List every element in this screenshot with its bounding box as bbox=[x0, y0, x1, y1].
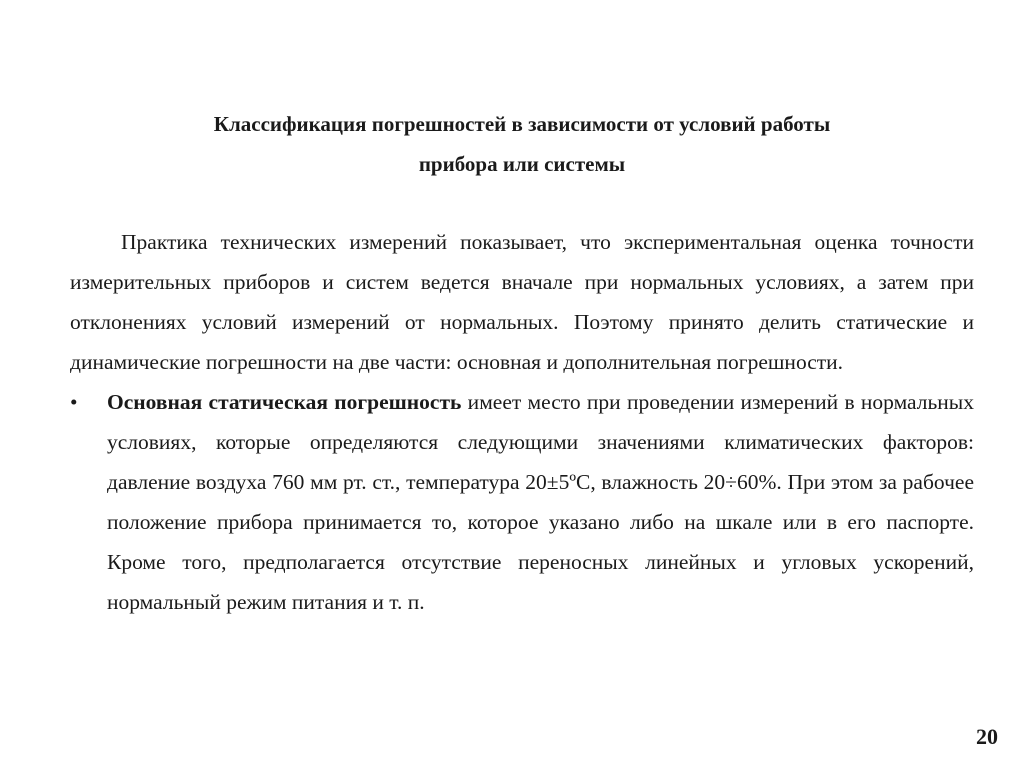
page-number: 20 bbox=[976, 724, 998, 749]
title-line-1: Классификация погрешностей в зависимости от условий работы bbox=[213, 112, 831, 136]
intro-paragraph: Практика технических измерений показывает, что экспериментальная оценка точности измерительных приборов и систем ведется вначале при нормальных условиях, а затем при отклонениях условий измерений от нормальных. Поэтому принято делить статические и динамические погрешности на две части: основная и дополнительная погрешности. bbox=[70, 230, 974, 374]
body-text bbox=[70, 222, 974, 622]
bullet-marker: • bbox=[70, 390, 78, 414]
page-title bbox=[70, 104, 974, 184]
bullet-term: Основная статическая погрешность bbox=[107, 390, 462, 414]
bullet-text: имеет место при проведении измерений в нормальных условиях, которые определяются следующими значениями климатических факторов: давление воздуха 760 мм рт. ст., температура 20±5ºС, влажность 20÷60%. При этом за рабочее положение прибора принимается то, которое указано либо на шкале или в его паспорте. Кроме того, предполагается отсутствие переносных линейных и угловых ускорений, нормальный режим питания и т. п. bbox=[107, 390, 974, 614]
bullet-item bbox=[70, 382, 974, 622]
title-line-2: прибора или системы bbox=[418, 152, 626, 176]
